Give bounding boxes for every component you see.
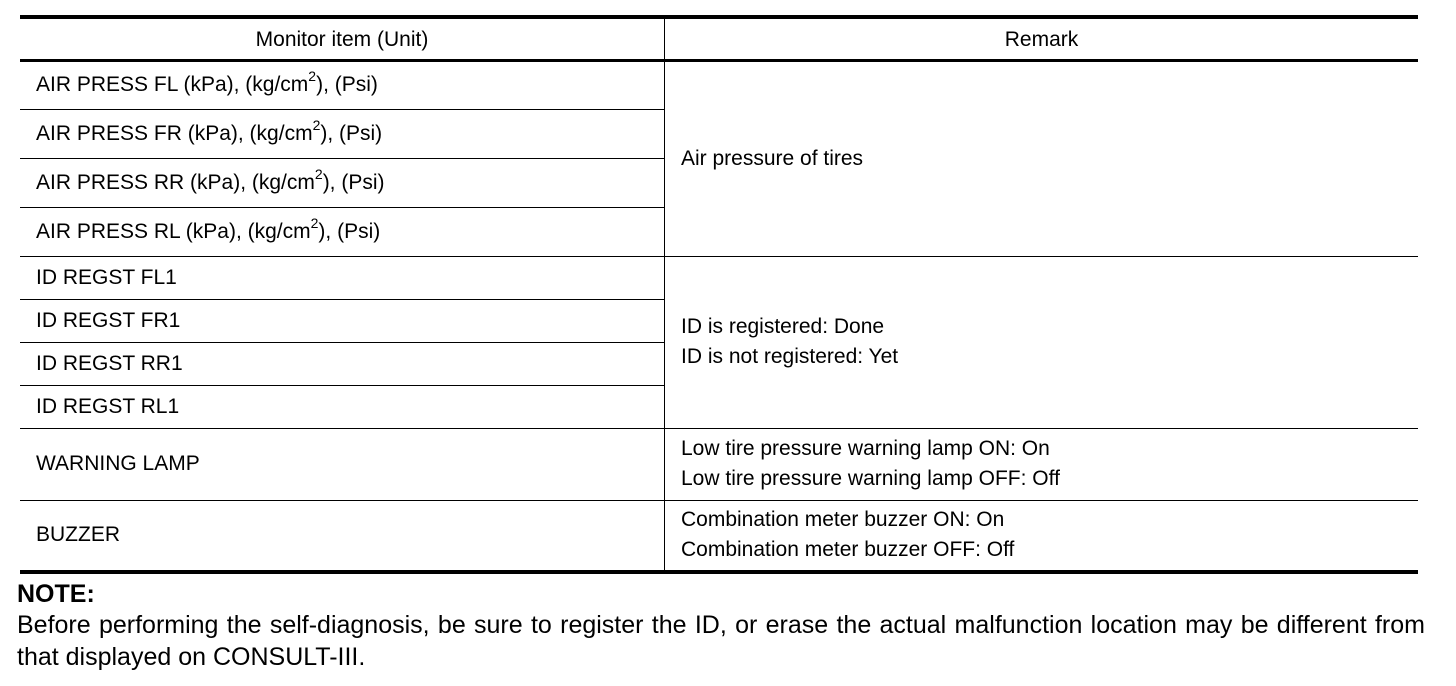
remark-cell [665, 428, 1419, 500]
monitor-item-cell: ID REGST RR1 [20, 342, 665, 385]
remark-line: Combination meter buzzer ON: On [681, 508, 1005, 532]
table-row [20, 60, 1418, 109]
header-remark: Remark [665, 17, 1419, 60]
remark-line: Low tire pressure warning lamp ON: On [681, 437, 1050, 460]
item-unit: (kPa), $(kg/cm^2)$, (Psi) [190, 165, 385, 194]
remark-line: ID is not registered: Yet [681, 345, 899, 368]
remark-line: Low tire pressure warning lamp OFF: Off [681, 467, 1060, 490]
monitor-item-cell: ID REGST FL1 [20, 256, 665, 299]
item-name: AIR PRESS RR [36, 170, 185, 194]
monitor-item-cell: BUZZER [20, 500, 665, 572]
monitor-item-cell: WARNING LAMP [20, 428, 665, 500]
note-body: Before performing the self-diagnosis, be sure to register the ID, or erase the actual malfunction location may be different from that displayed on CONSULT-III. [17, 611, 1425, 671]
monitor-item-cell: ID REGST FR1 [20, 299, 665, 342]
table-row [20, 428, 1418, 500]
monitor-item-table [20, 15, 1418, 574]
item-unit: (kPa), $(kg/cm^2)$, (Psi) [187, 116, 383, 145]
table-header-row [20, 17, 1418, 60]
monitor-item-cell [20, 207, 665, 256]
header-monitor-item: Monitor item (Unit) [20, 17, 665, 60]
item-name: AIR PRESS RL [36, 219, 180, 243]
note-title: NOTE: [17, 580, 95, 608]
item-name: AIR PRESS FR [36, 121, 182, 145]
table-row [20, 256, 1418, 299]
monitor-item-cell [20, 158, 665, 207]
remark-cell [665, 256, 1419, 428]
table-row [20, 500, 1418, 572]
remark-line: ID is registered: Done [681, 315, 885, 338]
item-unit: (kPa), $(kg/cm^2)$, (Psi) [185, 214, 381, 243]
monitor-item-cell [20, 109, 665, 158]
monitor-item-cell [20, 60, 665, 109]
note-section [17, 579, 1425, 673]
item-name: AIR PRESS FL [36, 73, 178, 96]
remark-text: Air pressure of tires [681, 146, 864, 170]
monitor-item-cell: ID REGST RL1 [20, 385, 665, 428]
remark-cell [665, 500, 1419, 572]
item-unit: (kPa), $(kg/cm^2)$, (Psi) [183, 68, 378, 96]
remark-line: Combination meter buzzer OFF: Off [681, 538, 1015, 562]
remark-cell [665, 60, 1419, 256]
